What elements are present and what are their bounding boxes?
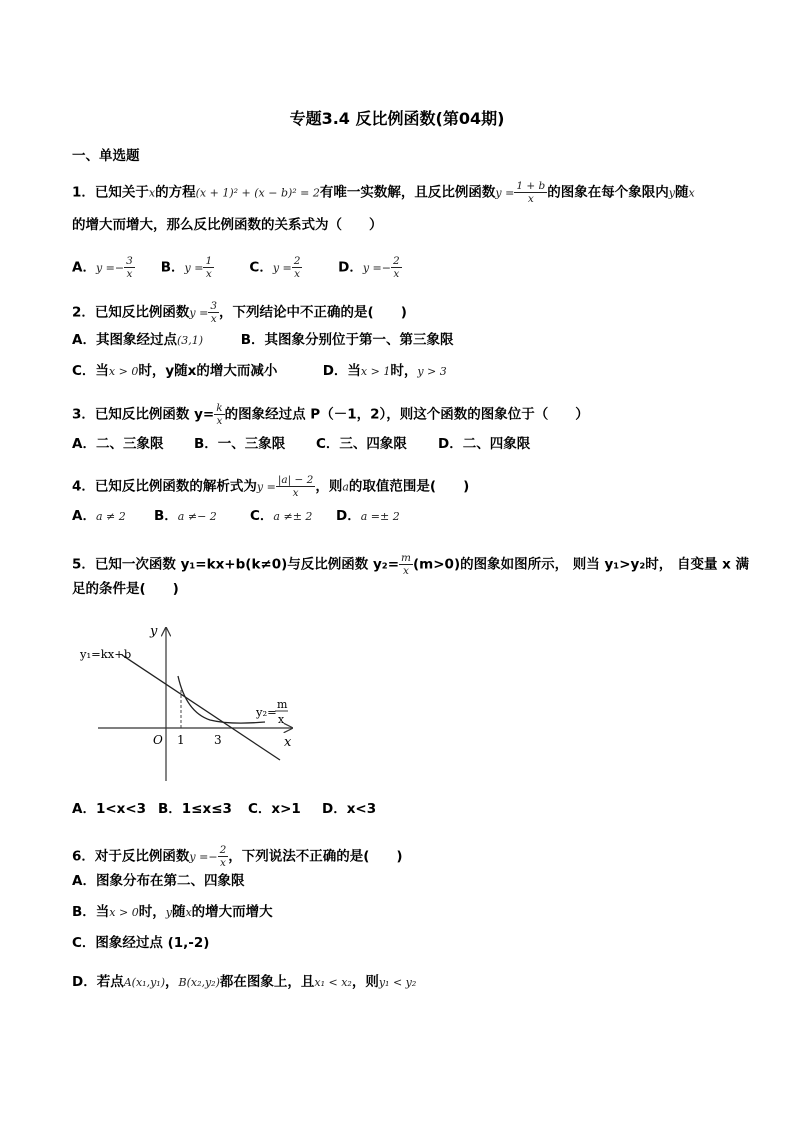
- q1-option-b[interactable]: B．y = $\frac{1}{x}$: [160, 255, 213, 280]
- curve-y2-label-num: m: [277, 698, 288, 711]
- q1-text-a: 1．已知关于: [72, 184, 149, 201]
- q1-var-x: x: [148, 186, 156, 200]
- q1-text-b: 的方程: [155, 184, 196, 201]
- origin-label: O: [153, 733, 163, 747]
- y-axis-label: y: [150, 624, 158, 639]
- q6-option-c[interactable]: C．图象经过点 (1,-2): [72, 935, 210, 951]
- q1-var-y: y: [668, 186, 675, 200]
- q6-func-fraction: $\frac{2}{x}$: [219, 844, 227, 869]
- q3-stem: 3．已知反比例函数 y= $\frac{k}{x}$ 的图象经过点 P（－1，2），则这个函数的图象位于（ ）: [72, 402, 589, 427]
- q5-stem-line2: 足的条件是( ): [72, 581, 179, 597]
- q1-option-a[interactable]: A．y =− $\frac{3}{x}$: [72, 255, 133, 280]
- q6-option-b[interactable]: B．当x > 0时，y随x的增大而增大: [72, 904, 273, 920]
- q4-options: [72, 507, 400, 526]
- q3-option-b[interactable]: B．一、三象限: [194, 436, 286, 452]
- q3-options: [72, 435, 530, 453]
- q5-option-c[interactable]: C．x>1: [248, 801, 301, 817]
- q6-option-d[interactable]: D．若点A(x₁,y₁)，B(x₂,y₂)都在图象上，且x₁ < x₂，则y₁ < y₂: [72, 974, 417, 990]
- q1-func-fraction: $\frac{1 + b}{x}$: [516, 180, 546, 205]
- q5-func-fraction: $\frac{m}{x}$: [401, 552, 411, 577]
- section-heading: 一、单选题: [72, 148, 140, 164]
- q2-stem: 2．已知反比例函数y = $\frac{3}{x}$ ，下列结论中不正确的是( ): [72, 300, 407, 325]
- line-y1-label: y₁=kx+b: [80, 647, 132, 661]
- q2-option-d[interactable]: D．当x > 1时，y > 3: [322, 363, 447, 379]
- curve-y2: [178, 676, 265, 723]
- q2-options-row2: [72, 362, 447, 381]
- q4-stem: 4．已知反比例函数的解析式为y = $\frac{|a| - 2}{x}$ ，则a的取值范围是( ): [72, 474, 470, 499]
- q1-option-c[interactable]: C．y = $\frac{2}{x}$: [249, 255, 301, 280]
- q1-stem-line1: [72, 180, 695, 205]
- q1-func-lhs: y =: [495, 186, 515, 200]
- page-title: 专题3.4 反比例函数(第04期): [289, 109, 505, 128]
- q5-option-d[interactable]: D．x<3: [322, 801, 377, 817]
- q2-func-fraction: $\frac{3}{x}$: [210, 300, 218, 325]
- q1-equation: (x + 1)² + (x − b)² = 2: [195, 186, 320, 200]
- q5-option-a[interactable]: A．1<x<3: [72, 801, 147, 817]
- q1-stem-line2: 的增大而增大，那么反比例函数的关系式为（ ）: [72, 217, 383, 233]
- q1-text-c: 有唯一实数解，且反比例函数: [319, 184, 496, 201]
- q6-option-a[interactable]: A．图象分布在第二、四象限: [72, 873, 245, 889]
- q4-func-fraction: $\frac{|a| - 2}{x}$: [277, 474, 314, 499]
- q2-option-b[interactable]: B．其图象分别位于第一、第三象限: [240, 332, 454, 348]
- q3-option-d[interactable]: D．二、四象限: [438, 436, 531, 452]
- q5-graph: [70, 618, 310, 788]
- q2-option-c[interactable]: C．当x > 0时，y随x的增大而减小: [72, 363, 278, 379]
- q2-options-row1: [72, 331, 454, 350]
- q1-option-d[interactable]: D．y =− $\frac{2}{x}$: [338, 255, 400, 280]
- q3-option-a[interactable]: A．二、三象限: [72, 436, 164, 452]
- q5-options: [72, 800, 376, 818]
- tick-label-1: 1: [177, 733, 185, 747]
- curve-y2-label-lhs: y₂=: [256, 705, 277, 719]
- q5-stem-line1: 5．已知一次函数 y₁=kx+b(k≠0)与反比例函数 y₂= $\frac{m}{x}$ (m>0)的图象如图所示， 则当 y₁>y₂时， 自变量 x 满: [72, 552, 750, 577]
- tick-label-3: 3: [214, 733, 222, 747]
- q1-options: [72, 255, 402, 280]
- curve-y2-label-den: x: [278, 713, 285, 726]
- q1-var-x2: x: [688, 186, 695, 200]
- q1-text-d: 的图象在每个象限内: [547, 184, 669, 201]
- q4-option-a[interactable]: A．a ≠ 2: [72, 508, 126, 524]
- q1-text-e: 随: [674, 184, 689, 201]
- q5-option-b[interactable]: B．1≤x≤3: [158, 801, 232, 817]
- q4-option-c[interactable]: C．a ≠± 2: [250, 508, 313, 524]
- q4-option-d[interactable]: D．a =± 2: [336, 508, 400, 524]
- x-axis-label: x: [284, 735, 292, 750]
- q3-func-fraction: $\frac{k}{x}$: [216, 402, 223, 427]
- q4-option-b[interactable]: B．a ≠− 2: [154, 508, 217, 524]
- q3-option-c[interactable]: C．三、四象限: [316, 436, 407, 452]
- q2-option-a[interactable]: A．其图象经过点(3,1): [72, 332, 204, 348]
- q6-stem: 6．对于反比例函数y =− $\frac{2}{x}$ ，下列说法不正确的是( ): [72, 844, 403, 869]
